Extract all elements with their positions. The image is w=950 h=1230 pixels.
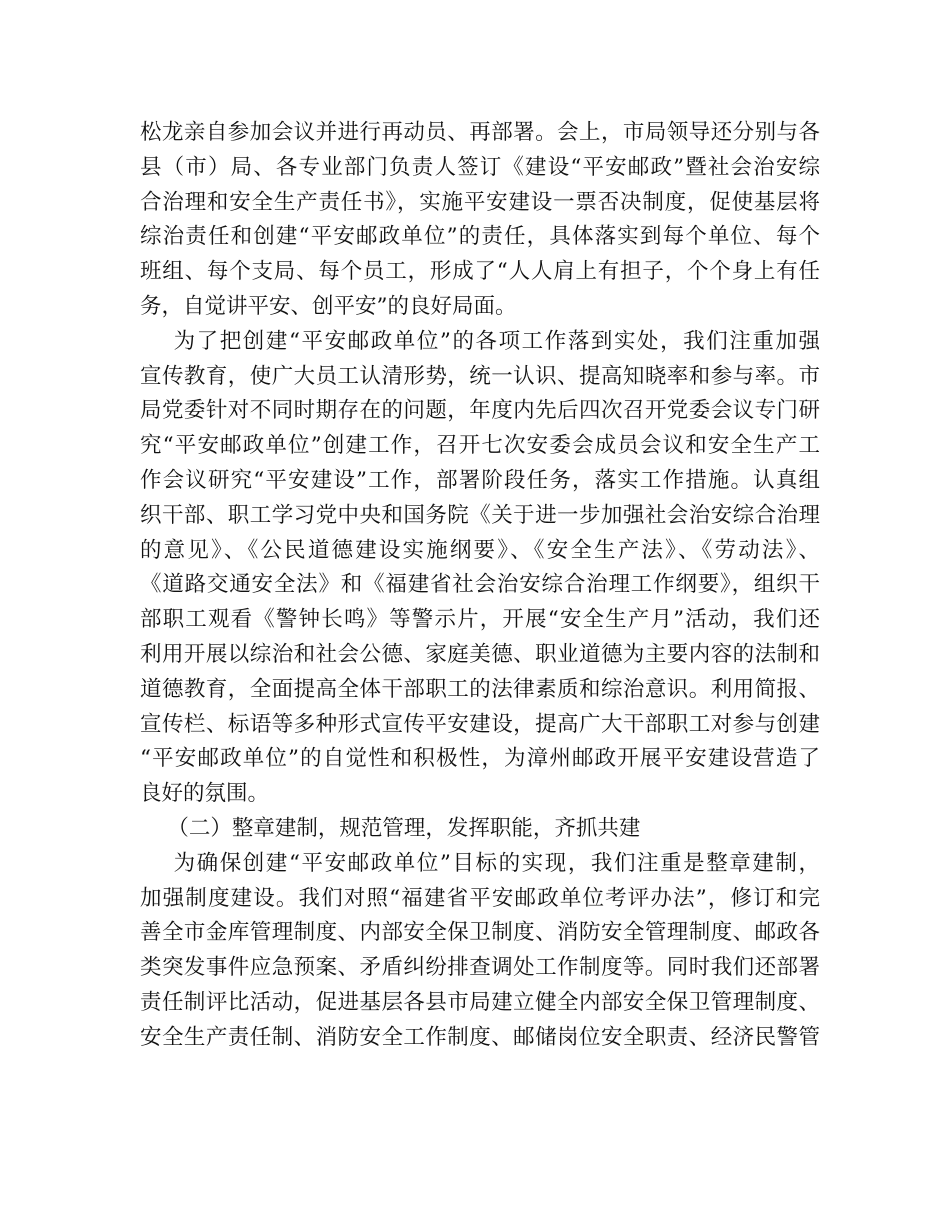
text-line: 宣传教育，使广大员工认清形势，统一认识、提高知晓率和参与率。市 <box>140 363 820 389</box>
text-line: 利用开展以综治和社会公德、家庭美德、职业道德为主要内容的法制和 <box>140 641 820 667</box>
text-line: 宣传栏、标语等多种形式宣传平安建设，提高广大干部职工对参与创建 <box>140 711 820 737</box>
text-line: 良好的氛围。 <box>140 781 270 807</box>
text-line: 为了把创建“平安邮政单位”的各项工作落到实处，我们注重加强 <box>140 328 820 354</box>
text-line: 织干部、职工学习党中央和国务院《关于进一步加强社会治安综合治理 <box>140 502 820 528</box>
text-line: 类突发事件应急预案、矛盾纠纷排查调处工作制度等。同时我们还部署 <box>140 955 820 981</box>
text-line: 综治责任和创建“平安邮政单位”的责任，具体落实到每个单位、每个 <box>140 224 820 250</box>
text-line: 《道路交通安全法》和《福建省社会治安综合治理工作纲要》，组织干 <box>140 572 820 598</box>
text-line: 作会议研究“平安建设”工作，部署阶段任务，落实工作措施。认真组 <box>140 467 820 493</box>
text-line: 班组、每个支局、每个员工，形成了“人人肩上有担子，个个身上有任 <box>140 259 820 285</box>
text-line: 县（市）局、各专业部门负责人签订《建设“平安邮政”暨社会治安综 <box>140 154 820 180</box>
text-line: “平安邮政单位”的自觉性和积极性，为漳州邮政开展平安建设营造了 <box>140 746 820 772</box>
text-line: 合治理和安全生产责任书》，实施平安建设一票否决制度，促使基层将 <box>140 189 820 215</box>
text-line: 务，自觉讲平安、创平安”的良好局面。 <box>140 293 517 319</box>
text-line: 道德教育，全面提高全体干部职工的法律素质和综治意识。利用简报、 <box>140 676 820 702</box>
text-line: 究“平安邮政单位”创建工作，召开七次安委会成员会议和安全生产工 <box>140 433 820 459</box>
text-line: 部职工观看《警钟长鸣》等警示片，开展“安全生产月”活动，我们还 <box>140 607 820 633</box>
text-line: 安全生产责任制、消防安全工作制度、邮储岗位安全职责、经济民警管 <box>140 1024 820 1050</box>
text-line: 加强制度建设。我们对照“福建省平安邮政单位考评办法”，修订和完 <box>140 885 820 911</box>
text-line: 松龙亲自参加会议并进行再动员、再部署。会上，市局领导还分别与各 <box>140 120 820 145</box>
text-line: 局党委针对不同时期存在的问题，年度内先后四次召开党委会议专门研 <box>140 398 820 424</box>
body-text <box>140 116 820 1056</box>
text-line: 责任制评比活动，促进基层各县市局建立健全内部安全保卫管理制度、 <box>140 989 820 1015</box>
text-line: 善全市金库管理制度、内部安全保卫制度、消防安全管理制度、邮政各 <box>140 920 820 946</box>
text-line: （二）整章建制，规范管理，发挥职能，齐抓共建 <box>140 815 641 841</box>
text-line: 为确保创建“平安邮政单位”目标的实现，我们注重是整章建制， <box>140 850 820 876</box>
text-line: 的意见》、《公民道德建设实施纲要》、《安全生产法》、《劳动法》、 <box>140 537 820 563</box>
